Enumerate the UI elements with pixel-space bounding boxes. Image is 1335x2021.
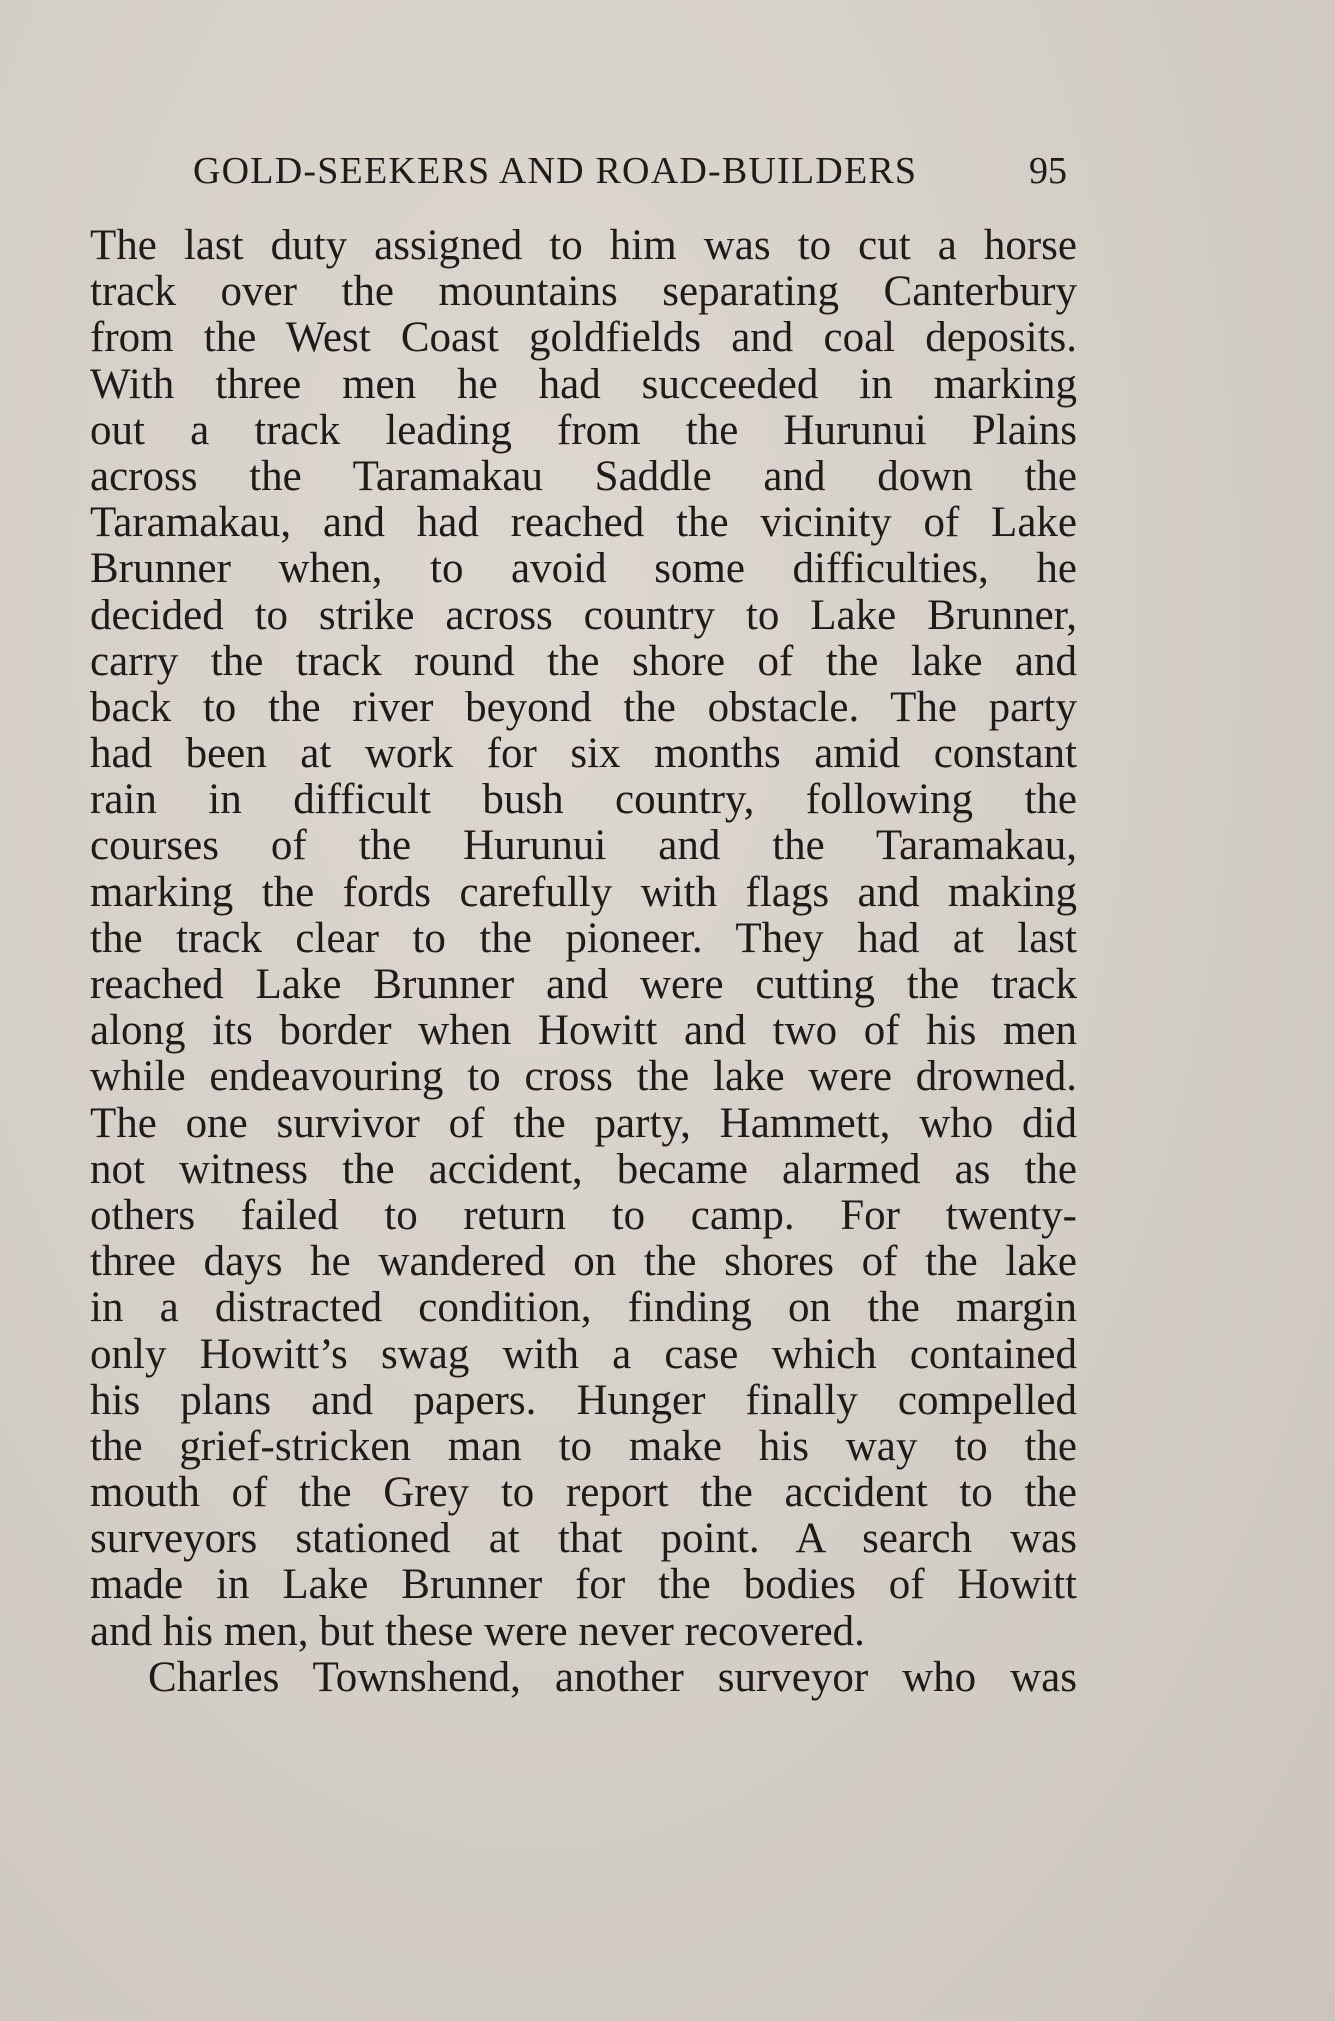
page-number: 95: [1029, 150, 1067, 192]
text-line: marking the fords carefully with flags and making: [90, 869, 1077, 916]
text-line: Brunner when, to avoid some difficulties, he: [90, 546, 1077, 593]
text-line: only Howitt’s swag with a case which contained: [90, 1331, 1077, 1378]
text-line: across the Taramakau Saddle and down the: [90, 453, 1077, 500]
text-line: three days he wandered on the shores of the lake: [90, 1239, 1077, 1286]
text-line-paragraph-start: Charles Townshend, another surveyor who was: [148, 1654, 1077, 1701]
text-line: in a distracted condition, finding on the margin: [90, 1285, 1077, 1332]
text-line: The one survivor of the party, Hammett, who did: [90, 1100, 1077, 1147]
running-title: GOLD-SEEKERS AND ROAD-BUILDERS: [193, 150, 918, 192]
text-line: his plans and papers. Hunger finally compelled: [90, 1377, 1077, 1424]
text-line: the grief-stricken man to make his way to the: [90, 1423, 1077, 1470]
text-line: had been at work for six months amid constant: [90, 731, 1077, 778]
text-line: Taramakau, and had reached the vicinity of Lake: [90, 500, 1077, 547]
text-line: mouth of the Grey to report the accident to the: [90, 1470, 1077, 1517]
text-line: track over the mountains separating Canterbury: [90, 269, 1077, 316]
text-line: reached Lake Brunner and were cutting the track: [90, 962, 1077, 1008]
text-line: decided to strike across country to Lake Brunner,: [90, 592, 1077, 639]
text-line-paragraph-end: and his men, but these were never recovered.: [90, 1608, 865, 1655]
text-line: rain in difficult bush country, following the: [90, 777, 1077, 824]
running-head: [90, 145, 1077, 197]
text-line: With three men he had succeeded in marking: [90, 361, 1077, 408]
text-line: back to the river beyond the obstacle. The party: [90, 684, 1077, 731]
text-line: the track clear to the pioneer. They had at last: [90, 915, 1077, 962]
text-line: along its border when Howitt and two of his men: [90, 1008, 1077, 1055]
text-line: made in Lake Brunner for the bodies of Howitt: [90, 1562, 1077, 1609]
text-line: while endeavouring to cross the lake were drowned.: [90, 1054, 1077, 1101]
text-line: from the West Coast goldfields and coal deposits.: [90, 315, 1077, 362]
text-line: others failed to return to camp. For twenty-: [90, 1192, 1077, 1239]
body-text: [90, 223, 1077, 1701]
text-line: out a track leading from the Hurunui Plains: [90, 407, 1077, 454]
text-line: The last duty assigned to him was to cut a horse: [90, 223, 1077, 269]
text-line: surveyors stationed at that point. A search was: [90, 1516, 1077, 1563]
text-line: courses of the Hurunui and the Taramakau,: [90, 823, 1077, 870]
text-line: carry the track round the shore of the lake and: [90, 638, 1077, 685]
text-line: not witness the accident, became alarmed as the: [90, 1146, 1077, 1193]
